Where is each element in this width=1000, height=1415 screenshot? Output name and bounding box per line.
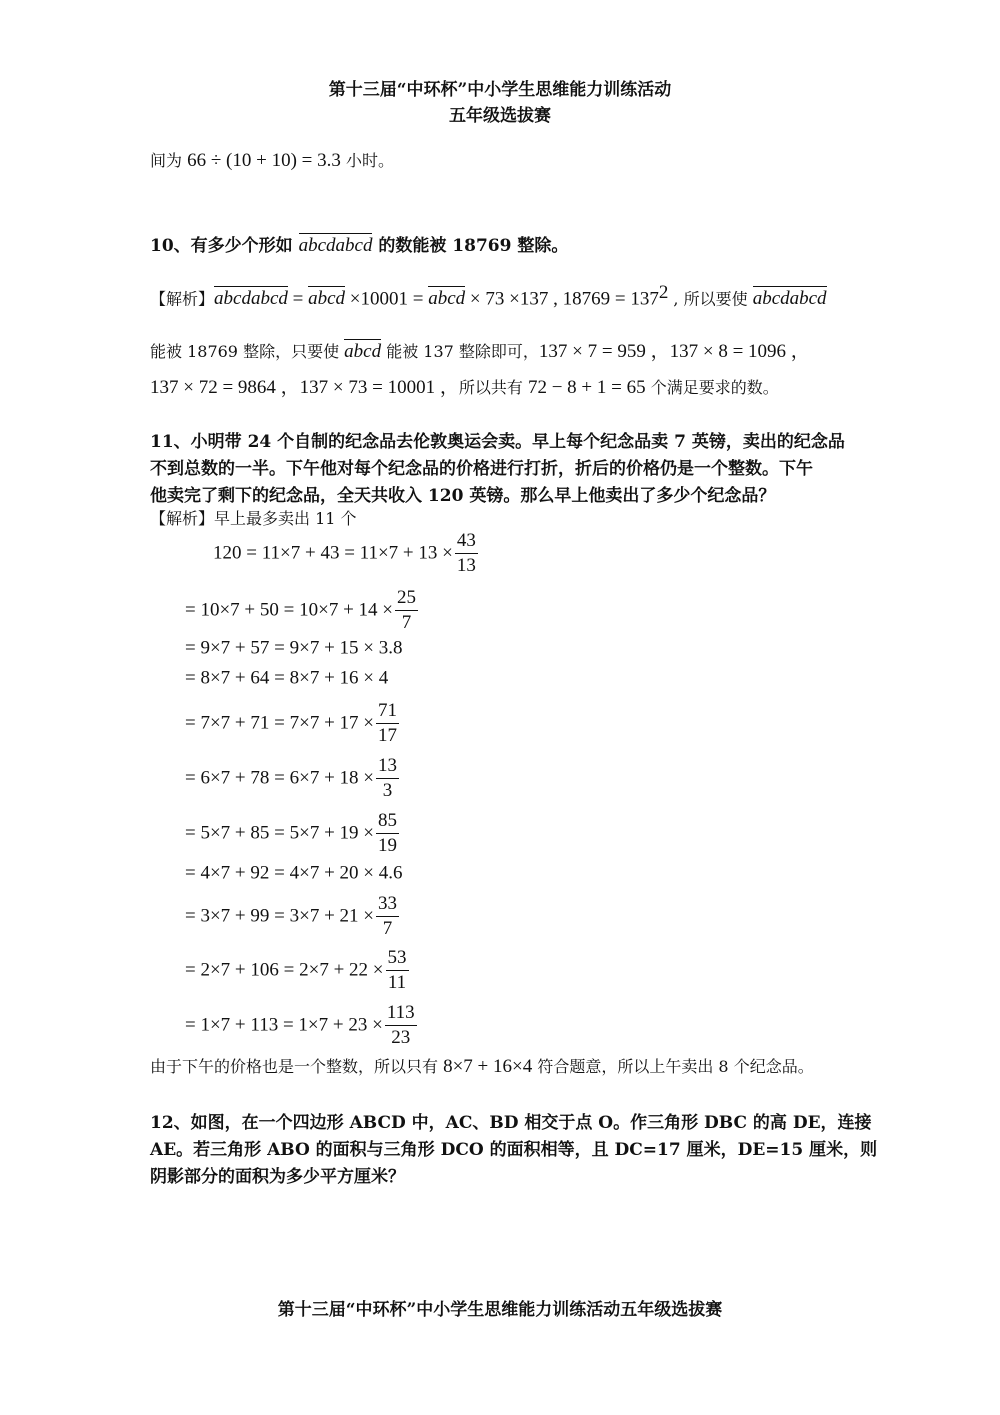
q11-equation-row: [185, 947, 411, 994]
q11-equation-fraction: [376, 893, 399, 940]
q10-sol-abcdabcd-2: abcdabcd: [752, 288, 827, 310]
q11-equation-row: [185, 862, 403, 885]
q10-prefix: 10、有多少个形如: [150, 236, 293, 256]
q10-sol-l3-products: 137 × 72 = 9864 ，137 × 73 = 10001 ，: [150, 377, 459, 398]
q11-equation-text: 120 = 11×7 + 43 = 11×7 + 13 ×: [213, 542, 453, 564]
fraction-denominator: 17: [378, 725, 398, 746]
q11-conclusion: [150, 1054, 814, 1078]
q11-equation-row: [185, 637, 403, 660]
q11-equation-text: = 7×7 + 71 = 7×7 + 17 ×: [185, 712, 375, 734]
fraction-numerator: 43: [455, 530, 478, 554]
q11-equation-text: = 9×7 + 57 = 9×7 + 15 × 3.8: [185, 637, 403, 659]
q10-solution-label: 【解析】: [150, 289, 215, 309]
fraction-denominator: 3: [382, 780, 393, 801]
q10-sol-factorization: × 73 ×137 , 18769 = 137: [465, 288, 659, 310]
page-title: 第十三届“中环杯”中小学生思维能力训练活动: [328, 80, 672, 100]
q10-sol-abcd-1: abcd: [308, 288, 346, 310]
q10-sol-l3-text: 所以共有: [458, 378, 528, 397]
q10-sol-l2-abcd: abcd: [344, 341, 382, 362]
q11-line-2: 不到总数的一半。下午他对每个纪念品的价格进行打折，折后的价格仍是一个整数。下午: [150, 459, 813, 479]
carryover-prefix: 间为: [150, 151, 183, 170]
q11-conclusion-expr: 8×7 + 16×4: [443, 1056, 533, 1077]
fraction-denominator: 19: [378, 835, 398, 856]
q11-equation-row: [185, 587, 420, 634]
fraction-numerator: 53: [386, 947, 409, 971]
fraction-denominator: 7: [382, 918, 393, 939]
q11-equation-row: [185, 667, 388, 690]
q11-line-3: 他卖完了剩下的纪念品，全天共收入 120 英镑。那么早上他卖出了多少个纪念品？: [150, 486, 776, 506]
q11-equation-row: [185, 755, 401, 802]
q10-sol-times-10001: ×10001 =: [345, 288, 429, 310]
fraction-denominator: 7: [401, 612, 412, 633]
q11-equation-fraction: [376, 700, 399, 747]
q11-equation-text: = 1×7 + 113 = 1×7 + 23 ×: [185, 1014, 383, 1036]
q11-solution-label: 【解析】早上最多卖出 11 个: [150, 509, 357, 528]
fraction-denominator: 23: [391, 1027, 411, 1048]
q11-equation-row: [185, 1002, 419, 1049]
q10-sol-l3-count: 72 − 8 + 1 = 65: [527, 377, 646, 398]
carryover-expr: 66 ÷ (10 + 10) = 3.3: [187, 150, 341, 171]
q10-sol-l3-text2: 个满足要求的数。: [645, 378, 779, 397]
q11-equation-text: = 2×7 + 106 = 2×7 + 22 ×: [185, 959, 384, 981]
q12-line-2: AE。若三角形 ABO 的面积与三角形 DCO 的面积相等，且 DC=17 厘米，DE=15 厘米，则: [150, 1140, 878, 1160]
fraction-numerator: 13: [376, 755, 399, 779]
fraction-denominator: 11: [387, 972, 407, 993]
q11-equation-row: [185, 893, 401, 940]
carryover-line: [150, 148, 394, 172]
q10-sol-eq1: =: [287, 288, 309, 310]
q11-conclusion-text2: 符合题意，所以上午卖出 8 个纪念品。: [532, 1057, 814, 1076]
fraction-numerator: 85: [376, 810, 399, 834]
q11-equation-fraction: [385, 1002, 417, 1049]
q10-solution-line-2: [150, 336, 810, 363]
q11-equation-row: [185, 700, 401, 747]
page-subtitle: 五年级选拔赛: [449, 106, 551, 126]
q11-equation-text: = 10×7 + 50 = 10×7 + 14 ×: [185, 599, 394, 621]
q10-sol-l2-text: 能被 18769 整除，只要使: [150, 342, 345, 361]
q11-equation-text: = 4×7 + 92 = 4×7 + 20 × 4.6: [185, 862, 403, 884]
q11-equation-fraction: [395, 587, 418, 634]
q11-equation-text: = 5×7 + 85 = 5×7 + 19 ×: [185, 822, 375, 844]
fraction-denominator: 13: [456, 555, 476, 576]
q11-equation-row: [185, 810, 401, 857]
fraction-numerator: 113: [385, 1002, 417, 1026]
q10-sol-exponent: 2: [658, 282, 669, 303]
q10-sol-so-text: , 所以要使: [668, 289, 753, 309]
q10-sol-l2-text2: 能被 137 整除即可，: [381, 342, 539, 361]
fraction-numerator: 25: [395, 587, 418, 611]
q11-equation-text: = 6×7 + 78 = 6×7 + 18 ×: [185, 767, 375, 789]
q11-line-1: 11、小明带 24 个自制的纪念品去伦敦奥运会卖。早上每个纪念品卖 7 英镑，卖出的纪念品: [150, 432, 845, 452]
q11-equation-text: = 3×7 + 99 = 3×7 + 21 ×: [185, 905, 375, 927]
q10-solution-line-3: [150, 372, 779, 399]
q10-suffix: 的数能被 18769 整除。: [378, 236, 569, 256]
q11-equation-fraction: [376, 810, 399, 857]
question-10: [150, 231, 568, 257]
fraction-numerator: 71: [376, 700, 399, 724]
q12-line-3: 阴影部分的面积为多少平方厘米？: [150, 1167, 405, 1187]
fraction-numerator: 33: [376, 893, 399, 917]
q11-equation-row: [213, 530, 480, 577]
q10-sol-l2-products: 137 × 7 = 959 ，137 × 8 = 1096 ，: [538, 341, 810, 362]
q11-equation-text: = 8×7 + 64 = 8×7 + 16 × 4: [185, 667, 389, 689]
q10-solution-line-1: [150, 282, 827, 310]
carryover-suffix: 小时。: [345, 151, 394, 170]
q10-sol-abcdabcd: abcdabcd: [214, 288, 288, 310]
q12-line-1: 12、如图，在一个四边形 ABCD 中，AC、BD 相交于点 O。作三角形 DBC 的高 DE，连接: [150, 1113, 872, 1133]
q11-equation-fraction: [455, 530, 478, 577]
q11-equation-fraction: [386, 947, 409, 994]
q10-overline-number: abcdabcd: [298, 235, 373, 256]
q11-conclusion-text: 由于下午的价格也是一个整数，所以只有: [150, 1057, 444, 1076]
page-footer: 第十三届“中环杯”中小学生思维能力训练活动五年级选拔赛: [277, 1300, 723, 1320]
q11-equation-fraction: [376, 755, 399, 802]
q10-sol-abcd-2: abcd: [428, 288, 466, 310]
